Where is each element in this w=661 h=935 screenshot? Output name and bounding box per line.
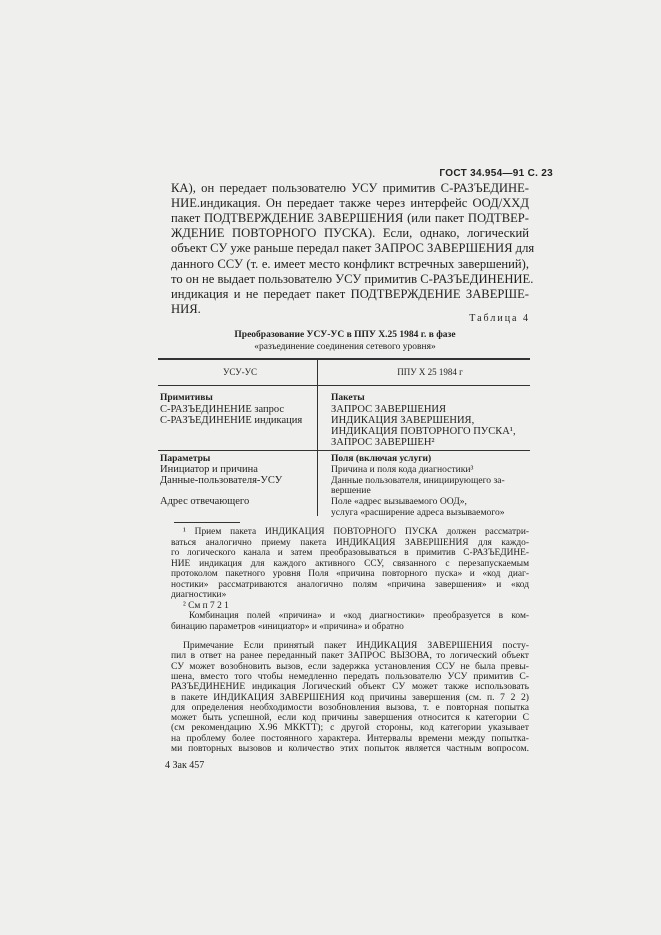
- cell-line: С-РАЗЪЕДИНЕНИЕ запрос: [160, 404, 285, 415]
- cell-line: Поле «адрес вызываемого ООД»,: [331, 496, 467, 508]
- footnote-line: ² См п 7 2 1: [183, 600, 229, 611]
- table-cell-right: [331, 393, 529, 448]
- note-line: на проблему более постоянного характера. Интервалы времени между попытка-: [171, 732, 529, 744]
- cell-line: услуга «расширение адреса вызываемого»: [331, 506, 505, 518]
- cell-line: ЗАПРОС ЗАВЕРШЕНИЯ: [331, 404, 447, 415]
- body-line: то он не выдает пользователю УСУ примитив С-РАЗЪЕДИНЕНИЕ.: [171, 271, 534, 286]
- cell-line: ИНДИКАЦИЯ ПОВТОРНОГО ПУСКА¹,: [331, 426, 516, 437]
- cell-heading: Примитивы: [160, 393, 213, 403]
- table-cell-left: [160, 393, 302, 426]
- cell-line: ЗАПРОС ЗАВЕРШЕН²: [331, 437, 435, 448]
- table-caption: Таблица 4: [469, 313, 530, 324]
- cell-line: Инициатор и причина: [160, 463, 258, 475]
- footnote-line: ваться аналогично приему пакета ИНДИКАЦИЯ ЗАВЕРШЕНИЯ для каждо-: [171, 537, 529, 548]
- body-line: индикация и не передает пакет ПОДТВЕРЖДЕНИЕ ЗАВЕРШЕ-: [171, 286, 529, 301]
- footnote-line: ностики» рассматриваются аналогично полям «причина завершения» и «код: [171, 579, 529, 590]
- footnote-line: диагностики»: [171, 590, 227, 600]
- footnote-line: ¹ Прием пакета ИНДИКАЦИЯ ПОВТОРНОГО ПУСКА должен рассматри-: [183, 527, 529, 537]
- col-header-ppu: ППУ Х 25 1984 г: [397, 367, 463, 377]
- note-line: ми повторных вызовов и количество этих попыток является частным вопросом.: [171, 743, 529, 754]
- note-line: шена, вместо того чтобы немедленно передать пользователю УСУ примитив С-: [171, 670, 529, 682]
- body-line: ЖДЕНИЕ ПОВТОРНОГО ПУСКА). Если, однако, логический: [171, 226, 529, 241]
- footnote-line: протоколом пакетного уровня Поля «причина повторного пуска» и «код диаг-: [171, 569, 529, 579]
- footnote-line: НИЕ индикация для каждого активного ССУ, связанного с перезапускаемым: [171, 558, 529, 569]
- body-line: данного ССУ (т. е. имеет место конфликт встречных завершений),: [171, 256, 529, 271]
- table-divider: [317, 359, 318, 516]
- col-header-usu: УСУ-УС: [222, 367, 257, 377]
- note-line: для определения необходимости возобновления вызова, т. е повторная попытка: [171, 701, 529, 713]
- table-header-rule: [158, 385, 530, 386]
- note-line: РАЗЪЕДИНЕНИЕ индикация Логический объект СУ может также использовать: [171, 681, 529, 693]
- table-top-rule: [158, 358, 530, 360]
- note-line: СУ может возобновить вызов, если задержка установления ССУ не была превы-: [171, 660, 529, 672]
- cell-heading: Поля (включая услуги): [331, 454, 432, 464]
- cell-line: ИНДИКАЦИЯ ЗАВЕРШЕНИЯ,: [331, 415, 475, 426]
- note-line: (см рекомендацию X.96 МККТТ); с другой стороны, код категории указывает: [171, 722, 529, 734]
- page-footer: 4 Зак 457: [165, 760, 205, 771]
- table-title-line: «разъединение соединения сетевого уровня»: [254, 342, 436, 352]
- cell-line: Данные пользователя, инициирующего за-: [331, 474, 505, 486]
- note-line: пил в ответ на ранее переданный пакет ЗАПРОС ВЫЗОВА, то логический объект: [171, 650, 529, 662]
- cell-line: Данные-пользователя-УСУ: [160, 474, 283, 486]
- table-row-rule: [158, 450, 530, 451]
- page-header: ГОСТ 34.954—91 С. 23: [439, 168, 553, 179]
- cell-line: Причина и поля кода диагностики³: [331, 463, 474, 475]
- footnote-line: бинацию параметров «инициатор» и «причина» и обратно: [171, 621, 404, 632]
- cell-line: С-РАЗЪЕДИНЕНИЕ индикация: [160, 415, 303, 426]
- note-line: может быть успешной, если код причины завершения относится к категории С: [171, 712, 529, 724]
- footnote-line: Комбинация полей «причина» и «код диагностики» преобразуется в ком-: [189, 611, 529, 621]
- note-line: Примечание Если принятый пакет ИНДИКАЦИЯ ЗАВЕРШЕНИЯ посту-: [183, 640, 529, 651]
- footnote-separator: [174, 522, 240, 523]
- note-line: в пакете ИНДИКАЦИЯ ЗАВЕРШЕНИЯ код причины завершения (см. п. 7 2 2): [171, 691, 529, 703]
- body-line: объект СУ уже раньше передал пакет ЗАПРОС ЗАВЕРШЕНИЯ для: [171, 241, 535, 256]
- body-line: НИЕ.индикация. Он передает также через интерфейс ООД/ХХД: [171, 196, 529, 211]
- body-line: НИЯ.: [171, 301, 201, 316]
- cell-heading: Пакеты: [331, 393, 365, 403]
- table-cell-right: [331, 454, 529, 519]
- cell-heading: Параметры: [160, 454, 211, 464]
- body-line: пакет ПОДТВЕРЖДЕНИЕ ЗАВЕРШЕНИЯ (или пакет ПОДТВЕР-: [171, 211, 529, 226]
- footnote-line: го логического канала и затем преобразовываться в примитив С-РАЗЪЕДИНЕ-: [171, 548, 529, 558]
- body-line: КА), он передает пользователю УСУ примитив С-РАЗЪЕДИНЕ-: [171, 181, 529, 195]
- cell-line: Адрес отвечающего: [160, 496, 250, 508]
- table-title-line: Преобразование УСУ-УС в ППУ X.25 1984 г. в фазе: [234, 330, 456, 340]
- cell-line: вершение: [331, 485, 371, 497]
- table-cell-left: [160, 454, 282, 508]
